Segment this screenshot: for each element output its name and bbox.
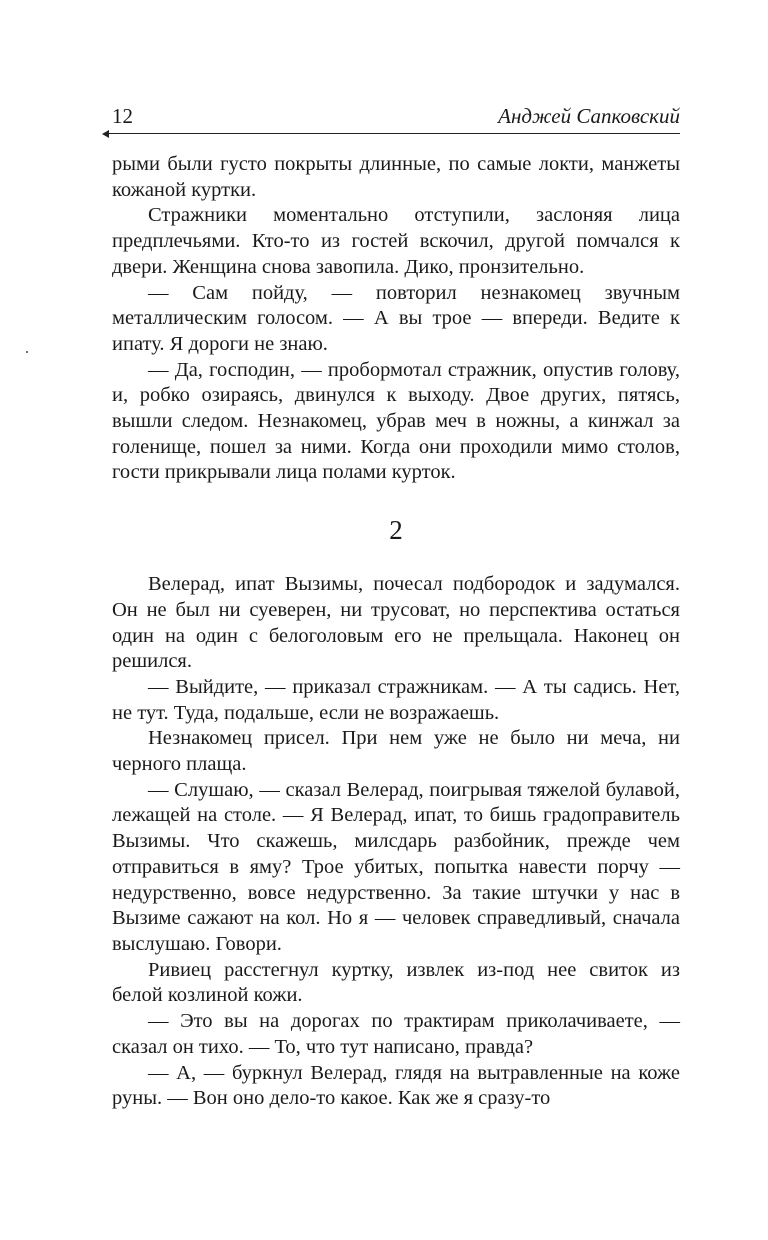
paragraph: Велерад, ипат Вызимы, почесал подбородок и задумался. Он не был ни суеверен, ни трусоват, но перспектива остаться один на один с белоголовым его не прельщала. Наконец он решился. xyxy=(112,573,680,673)
paragraph: — Сам пойду, — повторил незнакомец звучным металлическим голосом. — А вы трое — впереди. Ведите к ипату. Я дороги не знаю. xyxy=(112,281,680,355)
paragraph: — А, — буркнул Велерад, глядя на вытравленные на коже руны. — Вон оно дело-то какое. Как же я сразу-то xyxy=(112,1061,680,1110)
paragraph: Стражники моментально отступили, заслоняя лица предплечьями. Кто-то из гостей вскочил, другой помчался к двери. Женщина снова завопила. Дико, пронзительно. xyxy=(112,204,680,278)
header-rule xyxy=(104,133,680,134)
section-1-text xyxy=(112,152,680,486)
paragraph: — Это вы на дорогах по трактирам приколачиваете, — сказал он тихо. — То, что тут написано, правда? xyxy=(112,1010,680,1058)
paragraph: — Слушаю, — сказал Велерад, поигрывая тяжелой булавой, лежащей на столе. — Я Велерад, ипат, то бишь градоправитель Вызимы. Что скажешь, милсдарь разбойник, прежде чем отправиться в яму? Трое убитых, попытка навести порчу — недурственно, вовсе недурственно. За такие штучки у нас в Вызиме сажают на кол. Но я — человек справедливый, сначала выслушаю. Говори. xyxy=(112,778,680,955)
paragraph: Незнакомец присел. При нем уже не было ни меча, ни черного плаща. xyxy=(112,727,680,776)
book-page xyxy=(112,100,680,1112)
page-number: 12 xyxy=(112,104,133,128)
book-author: Анджей Сапковский xyxy=(498,104,680,128)
paragraph: Ривиец расстегнул куртку, извлек из-под нее свиток из белой козлиной кожи. xyxy=(112,958,680,1007)
stray-dot xyxy=(26,351,28,353)
running-head xyxy=(112,100,680,132)
paragraph: — Выйдите, — приказал стражникам. — А ты садись. Нет, не тут. Туда, подальше, если не возражаешь. xyxy=(112,675,680,724)
header-rule-arrow-icon xyxy=(102,130,109,138)
paragraph: рыми были густо покрыты длинные, по самые локти, манжеты кожаной куртки. xyxy=(112,153,680,201)
paragraph: — Да, господин, — пробормотал стражник, опустив голову, и, робко озираясь, двинулся к выходу. Двое других, пятясь, вышли следом. Незнакомец, убрав меч в ножны, а кинжал за голенище, пошел за ними. Когда они проходили мимо столов, гости прикрывали лица полами курток. xyxy=(112,358,680,484)
chapter-number: 2 xyxy=(389,515,403,546)
section-2-text xyxy=(112,572,680,1112)
